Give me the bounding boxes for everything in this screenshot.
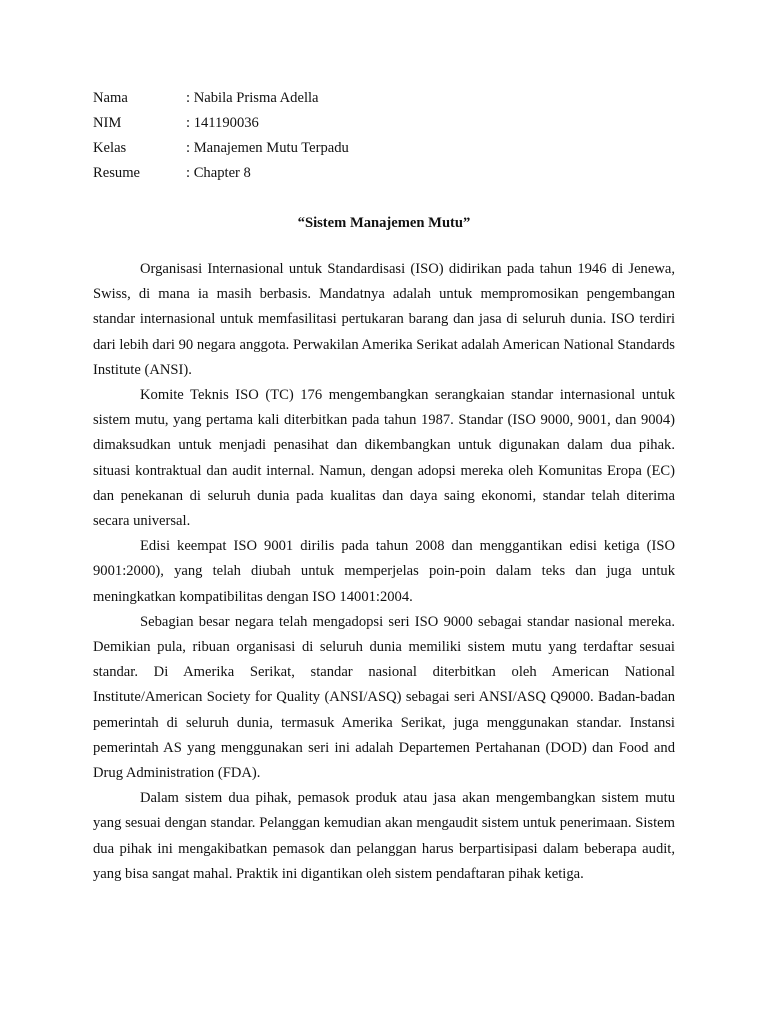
document-page bbox=[93, 86, 675, 887]
info-value: : Nabila Prisma Adella bbox=[186, 90, 319, 106]
info-label: NIM bbox=[93, 115, 122, 131]
student-info bbox=[93, 86, 675, 186]
document-body bbox=[93, 257, 675, 887]
paragraph: Dalam sistem dua pihak, pemasok produk atau jasa akan mengembangkan sistem mutu yang sesuai dengan standar. Pelanggan kemudian akan mengaudit sistem untuk penerimaan. Sistem dua pihak ini mengakibatkan pemasok dan pelanggan harus berpartisipasi dalam beberapa audit, yang bisa sangat mahal. Praktik ini digantikan oleh sistem pendaftaran pihak ketiga. bbox=[93, 790, 675, 882]
paragraph: Komite Teknis ISO (TC) 176 mengembangkan serangkaian standar internasional untuk sistem mutu, yang pertama kali diterbitkan pada tahun 1987. Standar (ISO 9000, 9001, dan 9004) dimaksudkan untuk menjadi penasihat dan dikembangkan untuk digunakan dalam dua pihak. situasi kontraktual dan audit internal. Namun, dengan adopsi mereka oleh Komunitas Eropa (EC) dan penekanan di seluruh dunia pada kualitas dan daya saing ekonomi, standar telah diterima secara universal. bbox=[93, 387, 675, 530]
document-title: “Sistem Manajemen Mutu” bbox=[297, 215, 471, 231]
info-value: : 141190036 bbox=[186, 115, 259, 131]
paragraph: Organisasi Internasional untuk Standardisasi (ISO) didirikan pada tahun 1946 di Jenewa, Swiss, di mana ia masih berbasis. Mandatnya adalah untuk mempromosikan pengembangan standar internasional untuk memfasilitasi pertukaran barang dan jasa di seluruh dunia. ISO terdiri dari lebih dari 90 negara anggota. Perwakilan Amerika Serikat adalah American National Standards Institute (ANSI). bbox=[93, 261, 675, 378]
info-row-kelas bbox=[93, 136, 675, 161]
info-value: : Manajemen Mutu Terpadu bbox=[186, 140, 349, 156]
paragraph: Sebagian besar negara telah mengadopsi seri ISO 9000 sebagai standar nasional mereka. Demikian pula, ribuan organisasi di seluruh dunia memiliki sistem mutu yang terdaftar sesuai standar. Di Amerika Serikat, standar nasional diterbitkan oleh American National Institute/American Society for Quality (ANSI/ASQ) sebagai seri ANSI/ASQ Q9000. Badan-badan pemerintah di seluruh dunia, termasuk Amerika Serikat, juga menggunakan standar. Instansi pemerintah AS yang menggunakan seri ini adalah Departemen Pertahanan (DOD) dan Food and Drug Administration (FDA). bbox=[93, 613, 675, 782]
info-label: Resume bbox=[93, 165, 141, 181]
info-row-resume bbox=[93, 161, 675, 186]
info-label: Kelas bbox=[93, 140, 127, 156]
info-value: : Chapter 8 bbox=[186, 165, 251, 181]
info-row-nim bbox=[93, 111, 675, 136]
paragraph: Edisi keempat ISO 9001 dirilis pada tahun 2008 dan menggantikan edisi ketiga (ISO 9001:2000), yang telah diubah untuk memperjelas poin-poin dalam teks dan juga untuk meningkatkan kompatibilitas dengan ISO 14001:2004. bbox=[93, 538, 675, 605]
info-row-nama bbox=[93, 86, 675, 111]
info-label: Nama bbox=[93, 90, 128, 106]
